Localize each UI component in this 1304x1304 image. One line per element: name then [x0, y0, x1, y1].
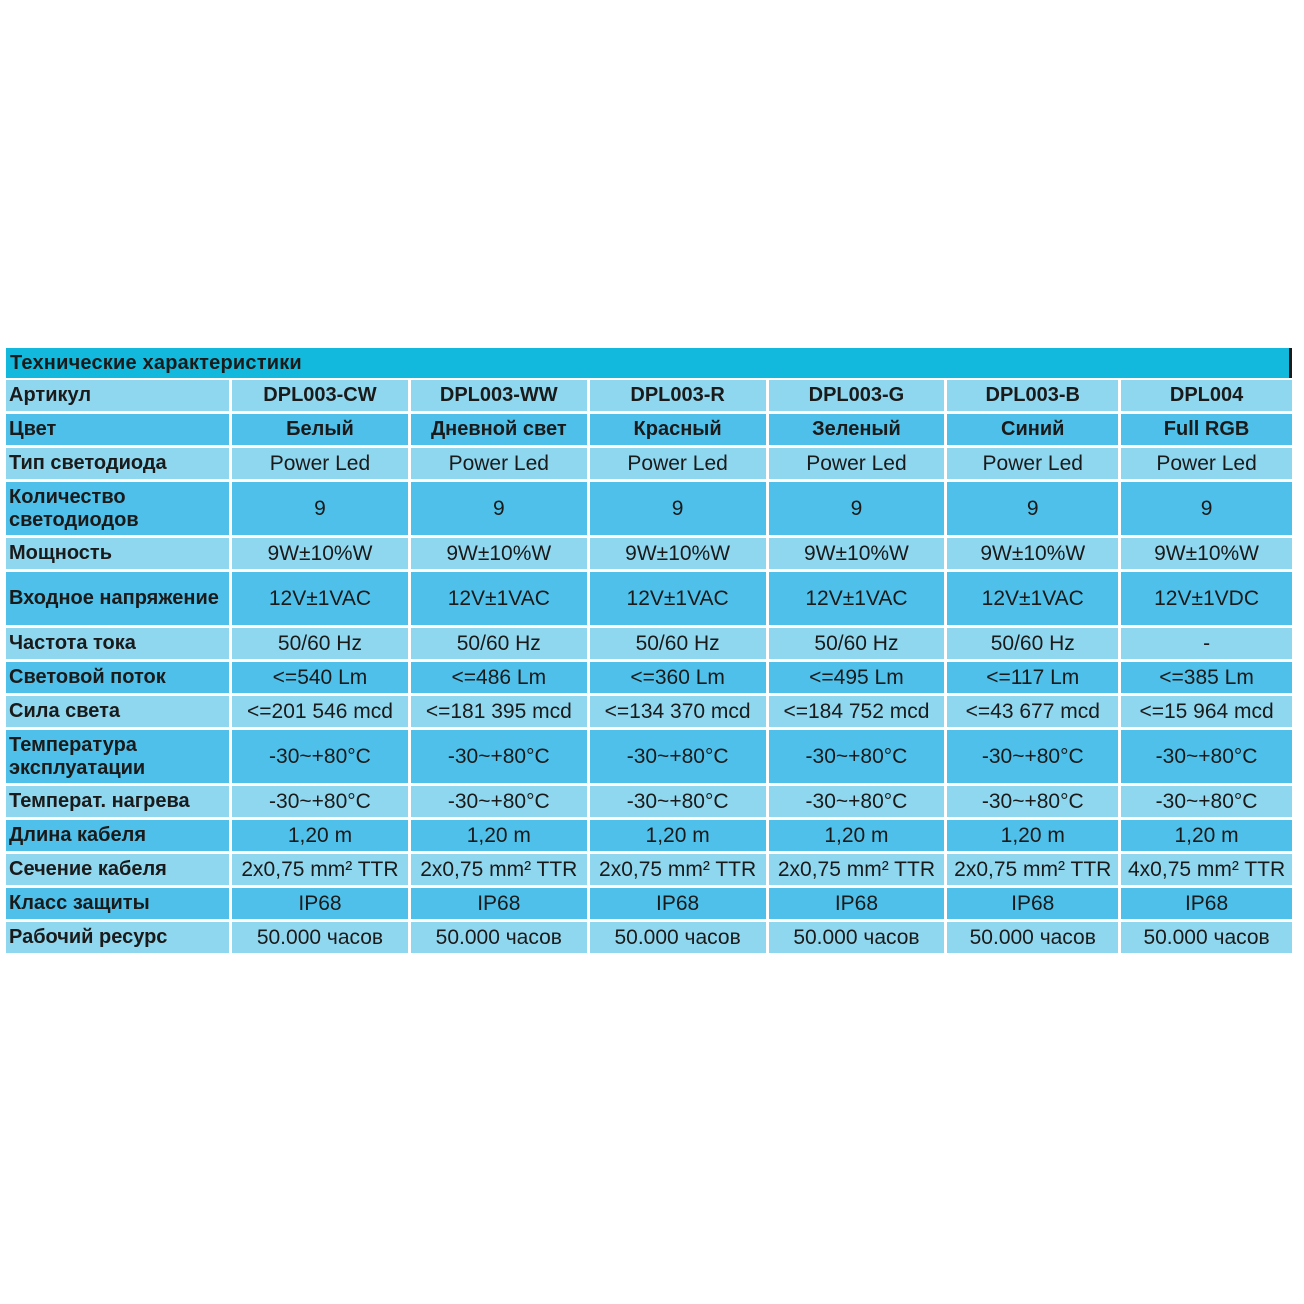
cell-value: -30~+80°C [590, 786, 766, 817]
cell-value: -30~+80°C [947, 730, 1118, 783]
cell-value: 9 [947, 482, 1118, 535]
row-heating-temperature [6, 786, 1292, 817]
cell-value: 9 [590, 482, 766, 535]
row-cable-section [6, 854, 1292, 885]
cell-value: DPL003-WW [411, 380, 587, 411]
cell-value: -30~+80°C [590, 730, 766, 783]
cell-value: 9W±10%W [769, 538, 945, 569]
cell-value: 1,20 m [1121, 820, 1292, 851]
cell-value: Белый [232, 414, 408, 445]
cell-value: <=540 Lm [232, 662, 408, 693]
cell-value: 9W±10%W [947, 538, 1118, 569]
cell-value: 9W±10%W [1121, 538, 1292, 569]
row-protection-class [6, 888, 1292, 919]
row-service-life [6, 922, 1292, 953]
cell-value: 2x0,75 mm² TTR [590, 854, 766, 885]
cell-value: Дневной свет [411, 414, 587, 445]
cell-value: <=201 546 mcd [232, 696, 408, 727]
cell-value: 9 [232, 482, 408, 535]
cell-value: 9W±10%W [590, 538, 766, 569]
cell-value: 2x0,75 mm² TTR [769, 854, 945, 885]
row-luminous-flux [6, 662, 1292, 693]
cell-value: -30~+80°C [232, 786, 408, 817]
cell-value: DPL003-R [590, 380, 766, 411]
cell-value: 50.000 часов [947, 922, 1118, 953]
cell-value: -30~+80°C [411, 786, 587, 817]
cell-value: Power Led [947, 448, 1118, 479]
cell-value: 9W±10%W [411, 538, 587, 569]
spec-table [3, 377, 1295, 956]
cell-value: DPL003-CW [232, 380, 408, 411]
cell-value: 4x0,75 mm² TTR [1121, 854, 1292, 885]
row-label: Длина кабеля [6, 820, 229, 851]
cell-value: 2x0,75 mm² TTR [947, 854, 1118, 885]
row-color [6, 414, 1292, 445]
row-cable-length [6, 820, 1292, 851]
row-label: Температ. нагрева [6, 786, 229, 817]
row-label: Рабочий ресурс [6, 922, 229, 953]
cell-value: - [1121, 628, 1292, 659]
row-frequency [6, 628, 1292, 659]
cell-value: Зеленый [769, 414, 945, 445]
row-label: Количество светодиодов [6, 482, 229, 535]
row-article [6, 380, 1292, 411]
cell-value: DPL003-G [769, 380, 945, 411]
row-label: Класс защиты [6, 888, 229, 919]
cell-value: 9W±10%W [232, 538, 408, 569]
cell-value: Power Led [590, 448, 766, 479]
cell-value: 12V±1VAC [769, 572, 945, 625]
cell-value: <=181 395 mcd [411, 696, 587, 727]
cell-value: 1,20 m [769, 820, 945, 851]
table-title: Технические характеристики [10, 351, 302, 374]
cell-value: IP68 [232, 888, 408, 919]
cell-value: 9 [769, 482, 945, 535]
cell-value: -30~+80°C [411, 730, 587, 783]
cell-value: 1,20 m [411, 820, 587, 851]
cell-value: 50/60 Hz [232, 628, 408, 659]
cell-value: 1,20 m [232, 820, 408, 851]
row-input-voltage [6, 572, 1292, 625]
cell-value: <=43 677 mcd [947, 696, 1118, 727]
row-label: Входное напряжение [6, 572, 229, 625]
cell-value: 12V±1VAC [411, 572, 587, 625]
cell-value: <=360 Lm [590, 662, 766, 693]
cell-value: 50.000 часов [590, 922, 766, 953]
cell-value: -30~+80°C [232, 730, 408, 783]
row-label: Тип светодиода [6, 448, 229, 479]
cell-value: IP68 [769, 888, 945, 919]
cell-value: Синий [947, 414, 1118, 445]
cell-value: -30~+80°C [1121, 730, 1292, 783]
row-label: Температура эксплуатации [6, 730, 229, 783]
cell-value: 9 [1121, 482, 1292, 535]
table-title-bar [6, 348, 1292, 378]
cell-value: IP68 [947, 888, 1118, 919]
cell-value: Красный [590, 414, 766, 445]
cell-value: -30~+80°C [769, 730, 945, 783]
cell-value: <=495 Lm [769, 662, 945, 693]
cell-value: 9 [411, 482, 587, 535]
row-operating-temperature [6, 730, 1292, 783]
cell-value: 50/60 Hz [590, 628, 766, 659]
cell-value: 2x0,75 mm² TTR [411, 854, 587, 885]
row-led-count [6, 482, 1292, 535]
row-label: Частота тока [6, 628, 229, 659]
cell-value: 50.000 часов [769, 922, 945, 953]
cell-value: <=486 Lm [411, 662, 587, 693]
row-label: Цвет [6, 414, 229, 445]
cell-value: <=134 370 mcd [590, 696, 766, 727]
cell-value: <=117 Lm [947, 662, 1118, 693]
cell-value: <=15 964 mcd [1121, 696, 1292, 727]
cell-value: DPL003-B [947, 380, 1118, 411]
spec-table-container [6, 348, 1292, 956]
row-label: Мощность [6, 538, 229, 569]
cell-value: IP68 [411, 888, 587, 919]
cell-value: 50.000 часов [1121, 922, 1292, 953]
cell-value: <=385 Lm [1121, 662, 1292, 693]
cell-value: 50.000 часов [411, 922, 587, 953]
cell-value: Power Led [769, 448, 945, 479]
row-label: Сечение кабеля [6, 854, 229, 885]
cell-value: IP68 [590, 888, 766, 919]
cell-value: -30~+80°C [1121, 786, 1292, 817]
row-luminous-intensity [6, 696, 1292, 727]
cell-value: 12V±1VAC [947, 572, 1118, 625]
row-label: Артикул [6, 380, 229, 411]
cell-value: 2x0,75 mm² TTR [232, 854, 408, 885]
cell-value: IP68 [1121, 888, 1292, 919]
cell-value: 50/60 Hz [769, 628, 945, 659]
cell-value: 1,20 m [590, 820, 766, 851]
row-led-type [6, 448, 1292, 479]
cell-value: Power Led [411, 448, 587, 479]
cell-value: 1,20 m [947, 820, 1118, 851]
cell-value: Full RGB [1121, 414, 1292, 445]
cell-value: Power Led [1121, 448, 1292, 479]
cell-value: Power Led [232, 448, 408, 479]
cell-value: <=184 752 mcd [769, 696, 945, 727]
row-label: Сила света [6, 696, 229, 727]
cell-value: DPL004 [1121, 380, 1292, 411]
cell-value: -30~+80°C [769, 786, 945, 817]
row-power [6, 538, 1292, 569]
cell-value: 50.000 часов [232, 922, 408, 953]
cell-value: 12V±1VDC [1121, 572, 1292, 625]
cell-value: 12V±1VAC [590, 572, 766, 625]
cell-value: 50/60 Hz [411, 628, 587, 659]
cell-value: 50/60 Hz [947, 628, 1118, 659]
cell-value: -30~+80°C [947, 786, 1118, 817]
row-label: Световой поток [6, 662, 229, 693]
cell-value: 12V±1VAC [232, 572, 408, 625]
